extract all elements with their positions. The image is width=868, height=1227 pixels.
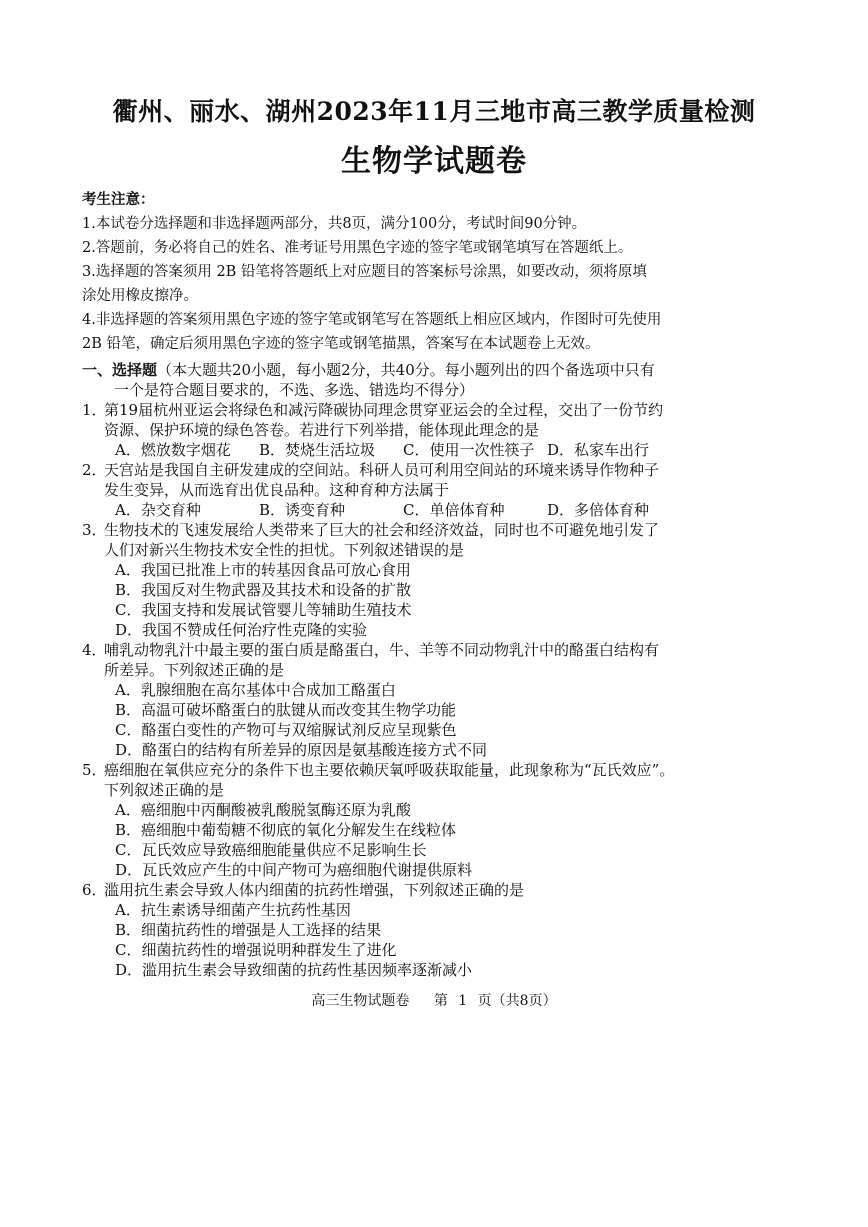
option-a: A．乳腺细胞在高尔基体中合成加工酪蛋白 — [115, 681, 396, 699]
question-number: 6． — [82, 881, 107, 899]
question-stem: 癌细胞在氧供应充分的条件下也主要依赖厌氧呼吸获取能量，此现象称为“瓦氏效应”。 — [104, 761, 675, 779]
exam-title: 衢州、丽水、湖州2023年11月三地市高三教学质量检测 — [112, 97, 756, 126]
note-line: 2B 铅笔，确定后须用黑色字迹的签字笔或钢笔描黑，答案写在本试题卷上无效。 — [82, 336, 600, 352]
question-stem: 第19届杭州亚运会将绿色和减污降碳协同理念贯穿亚运会的全过程，交出了一份节约 — [104, 401, 664, 419]
option-c: C．单倍体育种 — [403, 501, 505, 519]
question-4 — [82, 640, 762, 760]
question-number: 1． — [82, 401, 107, 419]
option-c: C．瓦氏效应导致癌细胞能量供应不足影响生长 — [115, 841, 427, 859]
note-line: 1.本试卷分选择题和非选择题两部分，共8页，满分100分，考试时间90分钟。 — [82, 216, 587, 232]
note-line: 2.答题前，务必将自己的姓名、准考证号用黑色字迹的签字笔或钢笔填写在答题纸上。 — [82, 240, 633, 256]
question-stem: 所差异。下列叙述正确的是 — [104, 661, 285, 679]
question-stem: 资源、保护环境的绿色答卷。若进行下列举措，能体现此理念的是 — [104, 421, 540, 439]
option-b: B．诱变育种 — [259, 501, 346, 519]
option-a: A．杂交育种 — [115, 501, 201, 519]
option-a: A．癌细胞中丙酮酸被乳酸脱氢酶还原为乳酸 — [115, 801, 411, 819]
option-d: D．滥用抗生素会导致细菌的抗药性基因频率逐渐减小 — [115, 961, 473, 979]
section-label: 一、选择题 — [82, 361, 158, 379]
question-number: 5． — [82, 761, 107, 779]
question-1 — [82, 400, 762, 460]
option-c: C．细菌抗药性的增强说明种群发生了进化 — [115, 941, 397, 959]
exam-subtitle: 生物学试题卷 — [341, 144, 527, 179]
candidate-notes — [82, 188, 762, 356]
question-stem: 天宫站是我国自主研发建成的空间站。科研人员可利用空间站的环境来诱导作物种子 — [104, 461, 660, 479]
question-stem: 发生变异，从而选育出优良品种。这种育种方法属于 — [104, 481, 450, 499]
question-stem: 人们对新兴生物技术安全性的担忧。下列叙述错误的是 — [104, 541, 465, 559]
note-line: 涂处用橡皮擦净。 — [82, 288, 198, 304]
option-d: D．酪蛋白的结构有所差异的原因是氨基酸连接方式不同 — [115, 741, 488, 759]
option-d: D．瓦氏效应产生的中间产物可为癌细胞代谢提供原料 — [115, 861, 473, 879]
section-desc-cont: 一个是符合题目要求的，不选、多选、错选均不得分） — [114, 381, 475, 399]
option-c: C．酪蛋白变性的产物可与双缩脲试剂反应呈现紫色 — [115, 721, 457, 739]
option-d: D．私家车出行 — [547, 441, 650, 459]
question-number: 2． — [82, 461, 107, 479]
question-body — [82, 360, 762, 980]
question-2 — [82, 460, 762, 520]
option-a: A．燃放数字烟花 — [115, 441, 231, 459]
question-number: 3． — [82, 521, 107, 539]
question-stem: 滥用抗生素会导致人体内细菌的抗药性增强，下列叙述正确的是 — [104, 881, 525, 899]
question-number: 4． — [82, 641, 107, 659]
section-desc: （本大题共20小题，每小题2分，共40分。每小题列出的四个备选项中只有 — [157, 361, 655, 379]
notes-heading: 考生注意： — [82, 191, 155, 208]
option-d: D．多倍体育种 — [547, 501, 650, 519]
option-b: B．细菌抗药性的增强是人工选择的结果 — [115, 921, 382, 939]
option-a: A．我国已批准上市的转基因食品可放心食用 — [115, 561, 411, 579]
option-d: D．我国不赞成任何治疗性克隆的实验 — [115, 621, 368, 639]
question-stem: 下列叙述正确的是 — [104, 781, 225, 799]
note-line: 4.非选择题的答案须用黑色字迹的签字笔或钢笔写在答题纸上相应区域内，作图时可先使用 — [82, 312, 662, 328]
question-6 — [82, 880, 762, 980]
option-c: C．我国支持和发展试管婴儿等辅助生殖技术 — [115, 601, 412, 619]
question-stem: 生物技术的飞速发展给人类带来了巨大的社会和经济效益，同时也不可避免地引发了 — [104, 521, 660, 539]
option-b: B．我国反对生物武器及其技术和设备的扩散 — [115, 581, 412, 599]
note-line: 3.选择题的答案须用 2B 铅笔将答题纸上对应题目的答案标号涂黑，如要改动，须将原填 — [82, 264, 647, 280]
option-a: A．抗生素诱导细菌产生抗药性基因 — [115, 901, 351, 919]
question-3 — [82, 520, 762, 640]
option-b: B．癌细胞中葡萄糖不彻底的氧化分解发生在线粒体 — [115, 821, 457, 839]
option-b: B．高温可破坏酪蛋白的肽键从而改变其生物学功能 — [115, 701, 457, 719]
question-stem: 哺乳动物乳汁中最主要的蛋白质是酪蛋白，牛、羊等不同动物乳汁中的酪蛋白结构有 — [104, 641, 660, 659]
section-heading — [82, 360, 762, 380]
option-b: B．焚烧生活垃圾 — [259, 441, 376, 459]
page-footer: 高三生物试题卷 第 1 页（共8页） — [311, 993, 557, 1009]
question-5 — [82, 760, 762, 880]
option-c: C．使用一次性筷子 — [403, 441, 535, 459]
